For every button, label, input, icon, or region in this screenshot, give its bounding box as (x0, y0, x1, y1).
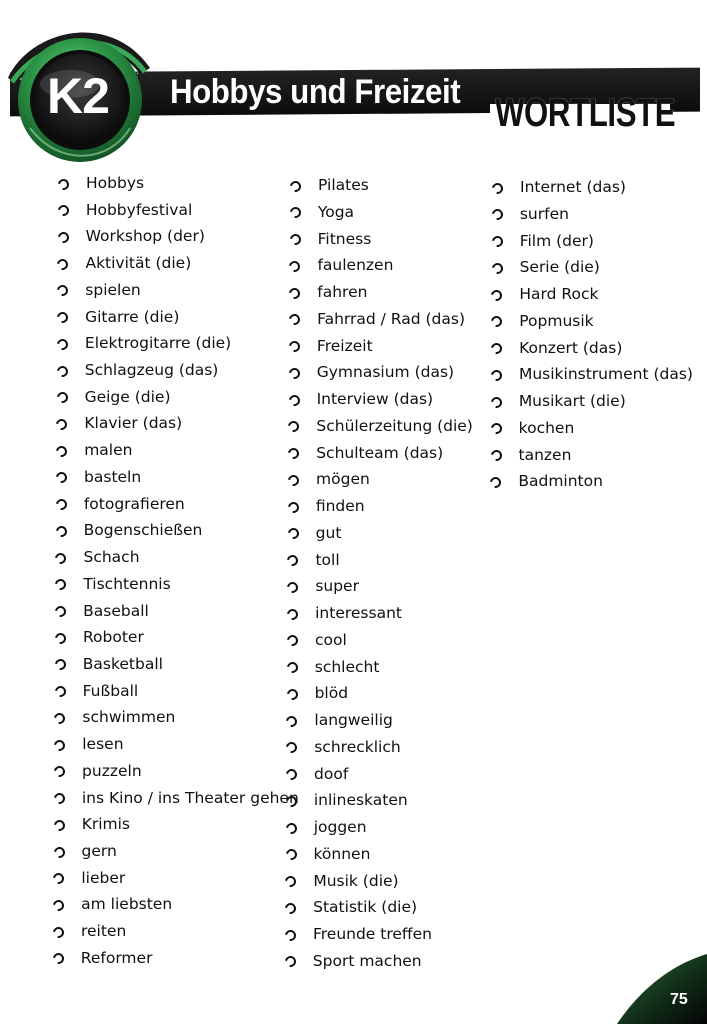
vocab-word: Geige (die) (84, 387, 171, 406)
checkbox-circle-icon (57, 358, 71, 384)
vocab-word: Gitarre (die) (85, 307, 180, 326)
vocab-word: Gymnasium (das) (316, 363, 455, 382)
vocab-item (288, 413, 472, 439)
checkbox-circle-icon (57, 384, 71, 410)
vocab-item (286, 707, 392, 733)
vocab-item (289, 359, 454, 385)
checkbox-circle-icon (286, 734, 300, 760)
vocab-word: Freunde treffen (312, 925, 432, 943)
checkbox-circle-icon (53, 865, 67, 891)
checkbox-circle-icon (492, 255, 506, 281)
checkbox-circle-icon (286, 708, 300, 734)
vocab-item (56, 410, 182, 436)
vocab-word: interessant (315, 604, 402, 622)
vocab-word: langweilig (314, 711, 393, 729)
checkbox-circle-icon (55, 545, 69, 571)
vocab-word: Hobbys (86, 174, 145, 192)
vocab-word: Schülerzeitung (die) (316, 416, 473, 435)
checkbox-circle-icon (287, 574, 301, 600)
checkbox-circle-icon (286, 841, 300, 867)
vocab-item (57, 384, 171, 410)
checkbox-circle-icon (287, 654, 301, 680)
vocab-word: Yoga (317, 202, 355, 221)
vocab-item (57, 277, 140, 303)
checkbox-circle-icon (285, 895, 299, 921)
vocab-item (289, 306, 465, 332)
vocab-word: Popmusik (519, 311, 594, 330)
vocab-word: Musikinstrument (das) (518, 365, 693, 384)
vocab-item (287, 680, 348, 706)
vocab-word: Workshop (der) (85, 227, 205, 246)
vocab-item (287, 547, 339, 573)
checkbox-circle-icon (54, 705, 68, 731)
vocab-word: Sport machen (312, 951, 422, 970)
vocab-item (285, 921, 432, 947)
checkbox-circle-icon (285, 868, 299, 894)
checkbox-circle-icon (286, 815, 300, 841)
vocab-item (55, 651, 163, 677)
vocab-word: Schlagzeug (das) (84, 361, 219, 380)
checkbox-circle-icon (287, 627, 301, 653)
checkbox-circle-icon (55, 598, 69, 624)
vocab-item (286, 841, 371, 867)
checkbox-circle-icon (288, 440, 302, 466)
checkbox-circle-icon (288, 467, 302, 493)
checkbox-circle-icon (58, 197, 72, 223)
vocab-word: inlineskaten (313, 791, 408, 810)
vocab-word: am liebsten (81, 895, 173, 914)
checkbox-circle-icon (288, 520, 302, 546)
vocab-word: Interview (das) (316, 390, 434, 408)
checkbox-circle-icon (492, 201, 506, 227)
vocab-item (287, 600, 402, 626)
checkbox-circle-icon (285, 922, 299, 948)
vocab-item (290, 226, 372, 252)
vocab-word: ins Kino / ins Theater gehen (81, 788, 299, 807)
vocab-word: Musik (die) (313, 871, 399, 890)
vocab-item (289, 333, 373, 359)
vocab-item (491, 335, 622, 361)
vocab-word: Basketball (82, 654, 163, 673)
vocab-word: können (313, 844, 371, 863)
vocab-word: tanzen (518, 445, 572, 464)
vocab-word: joggen (313, 818, 367, 836)
vocab-item (286, 734, 400, 760)
checkbox-circle-icon (290, 199, 304, 225)
checkbox-circle-icon (54, 785, 68, 811)
checkbox-circle-icon (57, 331, 71, 357)
vocab-word: Statistik (die) (313, 898, 418, 917)
checkbox-circle-icon (286, 788, 300, 814)
vocab-item (53, 891, 172, 917)
checkbox-circle-icon (289, 306, 303, 332)
vocab-item (58, 170, 144, 196)
vocab-word: fahren (317, 283, 368, 301)
vocab-item (289, 279, 367, 305)
vocab-item (490, 468, 603, 494)
vocab-word: schwimmen (82, 708, 176, 727)
checkbox-circle-icon (58, 224, 72, 250)
vocab-item (492, 254, 600, 280)
vocab-word: basteln (84, 467, 142, 486)
checkbox-circle-icon (57, 277, 71, 303)
vocab-word: Fahrrad / Rad (das) (317, 309, 466, 328)
checkbox-circle-icon (286, 761, 300, 787)
vocab-item (53, 865, 125, 891)
vocab-item (289, 252, 393, 278)
checkbox-circle-icon (491, 442, 505, 468)
vocab-word: toll (315, 550, 340, 569)
checkbox-circle-icon (56, 411, 70, 437)
checkbox-circle-icon (290, 173, 304, 199)
page-subtitle: WORTLISTE (495, 91, 676, 135)
vocab-item (58, 197, 192, 223)
vocab-item (53, 945, 153, 971)
vocab-item (285, 894, 417, 920)
checkbox-circle-icon (289, 360, 303, 386)
checkbox-circle-icon (491, 362, 505, 388)
vocab-word: gut (315, 523, 342, 542)
page-title: Hobbys und Freizeit (170, 73, 461, 111)
vocab-item (55, 544, 139, 570)
vocab-word: faulenzen (317, 256, 394, 275)
vocab-item (492, 201, 569, 227)
vocab-word: Serie (die) (519, 258, 600, 277)
checkbox-circle-icon (491, 389, 505, 415)
vocab-word: Reformer (80, 948, 153, 967)
vocab-item (54, 758, 142, 784)
vocab-word: Tischtennis (83, 574, 171, 593)
vocab-item (286, 787, 408, 813)
chapter-label: K2 (47, 68, 109, 124)
vocab-item (286, 814, 367, 840)
page-corner (617, 954, 707, 1024)
checkbox-circle-icon (55, 625, 69, 651)
vocab-word: Hard Rock (519, 285, 599, 303)
vocab-word: puzzeln (82, 761, 142, 780)
vocab-item (57, 250, 191, 276)
vocab-word: lesen (82, 735, 124, 754)
vocab-word: Krimis (81, 815, 131, 834)
checkbox-circle-icon (289, 333, 303, 359)
vocab-word: gern (81, 842, 117, 860)
vocab-item (58, 223, 205, 249)
vocab-word: doof (314, 764, 349, 783)
vocab-item (54, 838, 117, 864)
vocab-word: lieber (81, 868, 126, 887)
vocab-word: Badminton (518, 472, 603, 491)
checkbox-circle-icon (53, 945, 67, 971)
vocab-item (287, 573, 359, 599)
vocab-item (287, 627, 347, 653)
vocab-item (288, 466, 370, 492)
vocab-item (491, 388, 626, 414)
checkbox-circle-icon (287, 681, 301, 707)
vocab-word: surfen (519, 204, 569, 223)
checkbox-circle-icon (53, 919, 67, 945)
vocab-item (290, 199, 354, 225)
vocab-word: Baseball (83, 601, 149, 620)
checkbox-circle-icon (56, 464, 70, 490)
checkbox-circle-icon (56, 438, 70, 464)
vocab-word: Bogenschießen (83, 521, 203, 540)
vocab-word: fotografieren (83, 494, 185, 513)
checkbox-circle-icon (57, 304, 71, 330)
checkbox-circle-icon (491, 282, 505, 308)
vocab-item (54, 785, 299, 811)
vocab-item (54, 811, 130, 837)
vocab-item (288, 493, 365, 519)
vocab-item (285, 868, 398, 894)
page-number: 75 (670, 991, 688, 1008)
vocab-word: schlecht (314, 657, 380, 676)
vocab-item (56, 491, 185, 517)
vocab-word: mögen (316, 470, 370, 489)
vocab-item (286, 761, 348, 787)
vocab-word: Film (der) (519, 231, 594, 250)
checkbox-circle-icon (56, 518, 70, 544)
vocab-item (288, 440, 443, 466)
vocab-word: Hobbyfestival (85, 200, 193, 219)
vocab-item (56, 517, 203, 543)
checkbox-circle-icon (285, 948, 299, 974)
vocab-word: Elektrogitarre (die) (84, 334, 232, 353)
checkbox-circle-icon (55, 571, 69, 597)
vocab-word: super (315, 577, 359, 596)
vocab-item (55, 571, 170, 597)
checkbox-circle-icon (54, 758, 68, 784)
checkbox-circle-icon (290, 226, 304, 252)
checkbox-circle-icon (492, 228, 506, 254)
vocab-word: Schulteam (das) (316, 443, 444, 462)
vocab-word: Fußball (82, 681, 139, 700)
checkbox-circle-icon (491, 415, 505, 441)
vocab-item (57, 304, 179, 330)
vocab-word: reiten (80, 922, 127, 941)
vocab-word: kochen (518, 418, 575, 437)
checkbox-circle-icon (289, 253, 303, 279)
vocab-word: blöd (314, 684, 349, 703)
vocab-item (491, 415, 575, 441)
vocab-item (56, 464, 141, 490)
vocab-item (287, 654, 380, 680)
vocab-word: Freizeit (316, 336, 373, 355)
checkbox-circle-icon (54, 839, 68, 865)
vocab-word: Aktivität (die) (85, 254, 192, 273)
vocab-item (53, 918, 126, 944)
checkbox-circle-icon (490, 469, 504, 495)
checkbox-circle-icon (492, 175, 506, 201)
vocab-item (54, 731, 123, 757)
checkbox-circle-icon (54, 732, 68, 758)
vocab-item (55, 598, 149, 624)
vocab-word: schrecklich (314, 737, 401, 756)
checkbox-circle-icon (57, 251, 71, 277)
checkbox-circle-icon (287, 601, 301, 627)
vocab-word: Konzert (das) (519, 338, 623, 357)
checkbox-circle-icon (289, 280, 303, 306)
vocab-item (491, 361, 693, 387)
checkbox-circle-icon (56, 491, 70, 517)
vocab-word: Musikart (die) (518, 392, 626, 410)
checkbox-circle-icon (58, 171, 72, 197)
vocab-item (289, 386, 434, 412)
checkbox-circle-icon (289, 387, 303, 413)
vocab-item (57, 357, 219, 383)
vocab-item (285, 948, 422, 974)
vocab-item (57, 330, 231, 356)
vocab-word: Klavier (das) (84, 414, 183, 433)
vocab-item (56, 437, 132, 463)
vocab-item (491, 281, 598, 307)
vocab-word: Internet (das) (520, 178, 626, 196)
checkbox-circle-icon (287, 547, 301, 573)
checkbox-circle-icon (491, 308, 505, 334)
vocab-item (55, 678, 139, 704)
vocab-item (290, 172, 369, 198)
checkbox-circle-icon (288, 413, 302, 439)
vocab-item (492, 174, 626, 200)
vocab-word: Fitness (317, 229, 372, 248)
vocab-word: Roboter (82, 628, 144, 647)
checkbox-circle-icon (288, 494, 302, 520)
vocab-item (491, 442, 572, 468)
vocab-word: Schach (83, 548, 140, 567)
vocab-item (491, 308, 593, 334)
checkbox-circle-icon (54, 812, 68, 838)
checkbox-circle-icon (55, 651, 69, 677)
vocab-word: Pilates (318, 176, 369, 194)
vocab-word: spielen (85, 280, 141, 299)
vocab-item (54, 704, 175, 730)
checkbox-circle-icon (491, 335, 505, 361)
vocab-item (55, 624, 144, 650)
vocab-item (492, 228, 594, 254)
checkbox-circle-icon (55, 678, 69, 704)
vocab-item (288, 520, 342, 546)
vocab-word: finden (315, 497, 365, 515)
vocab-word: cool (314, 630, 347, 649)
vocab-word: malen (84, 441, 133, 460)
checkbox-circle-icon (53, 892, 67, 918)
